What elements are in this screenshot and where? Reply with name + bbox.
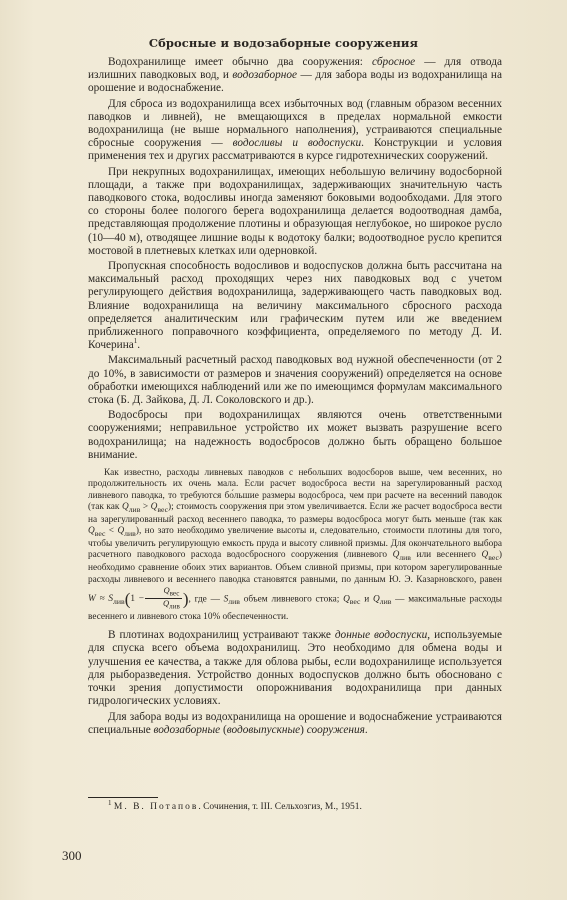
text-run: — для забора воды из водохранилища на орошение и водоснабжение. [88,69,502,95]
footnote [108,798,508,813]
text-run: или весеннего [410,550,482,561]
text-run: и [360,594,373,605]
term-vodozabornye: водозаборные [153,723,221,736]
paragraph-6: Водосбросы при водохранилищах являются очень ответственными сооружениями; неправильное устройство их может вызвать разрушение всего водохранилища; на надежность водосбросов должно быть обращено большое внимание. [88,409,502,461]
small-print-note [88,468,502,623]
section-heading: Сбросные и водозаборные сооружения [148,36,419,50]
paragraph-5: Максимальный расчетный расход паводковых вод нужной обеспеченности (от 2 до 10%, в зависимости от размеров и значения сооружений) определяется на основе обработки имеющихся наблюдений или же по имеющимся формулам максимального стока (Б. Д. Зайкова, Д. Л. Соколовского и др.). [88,354,502,407]
text-run: — для отвода излишних паводковых вод, и [88,56,502,82]
small-paragraph [88,468,502,623]
symbol: Q [150,501,158,512]
paragraph-7 [88,629,502,708]
term-vodoslivy: водосливы и водоспуски [232,137,362,150]
symbol: Q [392,550,400,561]
operator: < [105,525,118,536]
subscript: лив [228,596,240,606]
term-sooruzheniya: сооружения [306,723,365,736]
subscript: вес [349,596,361,606]
text-run: — максимальные расходы весеннего и ливневого стока 10% обеспеченности. [88,594,502,623]
text-run: ) необходимо сравнение обоих этих вариантов. Объем сливной призмы, при котором зарегулированные расходы ливневого и весеннего паводка становятся равными, по данным Ю. Э. Казарновского, равен [88,550,502,585]
symbol: Q [88,525,95,536]
symbol: Q [163,598,170,609]
text-run: . [364,723,368,736]
text-run: ( [220,723,227,736]
symbol: Q [481,550,489,561]
footnote-citation: . Сочинения, т. III. Сельхозгиз, М., 1951. [198,802,362,812]
symbol: Q [117,525,125,536]
text-run: Водохранилище имеет обычно два сооружения: [108,56,372,68]
text-run: . [137,339,141,352]
formula-one-minus: 1 − [130,594,145,605]
text-run: объем ливневого стока; [239,594,344,605]
subscript: вес [169,589,180,598]
symbol: Q [121,501,129,512]
paren-open: ( [124,589,131,609]
text-run: Для сброса из водохранилища всех избыточных вод (главным образом весенних паводков и ливней), не вмещающихся в пределах нормальной емкости водохранилища (не выше нормального наполнения), устраиваются специальные сбросные сооружения — [88,97,502,150]
subscript: лив [399,553,411,563]
text-run: ); стоимость сооружения при этом увеличивается. Если же расчет водосброса вести на зарегулированный расход весеннего паводка, то размеры водосброса могут быть меньше (так как [88,501,502,525]
subscript: вес [157,504,169,514]
volume-formula [88,584,189,612]
footnote-ref[interactable]: 1 [133,337,138,346]
subscript: лив [379,596,392,606]
term-donnye-vodospuski: донные водоспуски [334,629,428,642]
text-run: . Конструкции и условия применения тех и других рассматриваются в курсе гидротехнических сооружений. [88,137,502,163]
term-vodovypusknye: водовыпускные [226,723,301,736]
symbol: Q [163,584,170,595]
footnote-divider [88,797,158,798]
text-run: , используемые для спуска всего объема водохранилищ. Это необходимо для обмена воды и улучшения ее качества, а также для облова рыбы, если водохранилище используется для рыборазведения. Устройство донных водоспусков должно быть обосновано с точки зрения допустимости опорожнивания водохранилища при данных гидрологических условиях. [88,629,502,708]
subscript: лив [124,528,136,538]
text-run: , где — [188,594,224,605]
symbol: Q [372,594,380,605]
term-sbrosnoe: сбросное [372,56,416,68]
fraction-numerator [145,586,182,600]
subscript: лив [128,504,141,514]
paragraph-8 [88,711,502,737]
formula-lhs: W ≈ S [88,594,114,605]
symbol: Q [343,594,350,605]
text-run: ), но зато необходимо увеличение высоты и, следовательно, стоимости плотины для того, чтобы увеличить регулирующую емкость пруда и высоту сливной призмы. Для окончательного выбора расчетного паводкового расхода водосбросного сооружения (ливневого [88,525,502,561]
operator: > [140,501,151,512]
paragraph-1 [88,56,502,96]
text-run: В плотинах водохранилищ устраивают также [108,629,335,642]
text-run: Для забора воды из водохранилища на орошение и водоснабжение устраиваются специальные [88,710,502,736]
text-run: Пропускная способность водосливов и водоспусков должна быть рассчитана на максимальный расход проходящих через них паводковых вод с учетом регулирующего действия водохранилища, задерживающего часть паводковых вод. Влияние водохранилища на величину максимального сбросного расхода определяется аналитическим или графическим путем или же введением приближенного поправочного коэффициента, определяемого по методу Д. И. Кочерина [88,260,502,352]
subscript: лив [169,603,180,612]
page-number: 300 [62,848,82,863]
fraction-denominator [145,599,182,612]
subscript: вес [488,553,499,563]
paragraph-4 [88,260,502,352]
subscript: лив [113,596,125,606]
paragraph-2 [88,98,502,164]
text-run: ) [300,723,307,736]
subscript: вес [94,528,106,538]
text-run: Как известно, расходы ливневых паводков с небольших водосборов выше, чем весенних, но продолжительность их очень мала. Если расчет водосброса вести на зарегулированный расход ливневого паводка, то требуются бо́льшие размеры водосброса, чем при расчете на весенний паводок (так как [88,468,502,512]
paren-close: ) [182,589,189,609]
main-text [88,56,502,737]
footnote-number: 1 [108,798,112,807]
paragraph-3: При некрупных водохранилищах, имеющих небольшую величину водосборной площади, а также при водохранилищах, задерживающих значительную часть паводкового стока, водосливы иногда заменяют боковыми водообходами. Для этого со стороны более пологого берега водохранилища делается водоотводная дамба, представляющая продолжение плотины и образующая неглубокое, но широкое русло (10—40 м), отводящее лишние воды к водотоку балки; водоотводное русло крепится мостовой в плетневых клетках или одерновкой. [88,165,502,257]
symbol: S [223,594,229,605]
formula-fraction [145,586,182,612]
footnote-author: М. В. Потапов [113,802,199,812]
term-vodozabornoe: водозаборное [232,69,298,82]
